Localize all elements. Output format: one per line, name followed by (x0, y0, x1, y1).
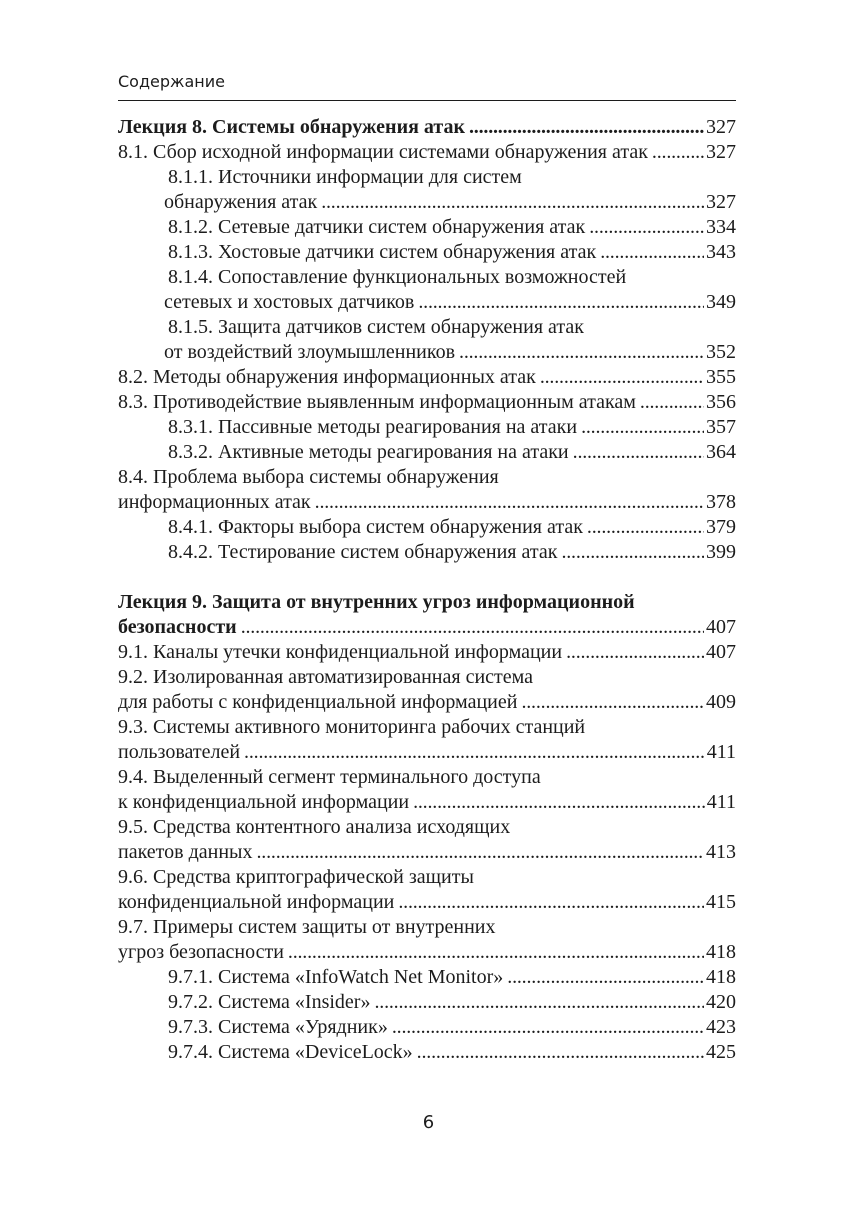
toc-section-9-6[interactable] (118, 865, 736, 915)
toc-entry-title: 8.3.2. Активные методы реагирования на атаки (168, 441, 569, 463)
toc-entry-title: 8.2. Методы обнаружения информационных атак (118, 366, 536, 388)
toc-entry-title-line1: 8.1.4. Сопоставление функциональных возможностей (168, 266, 627, 288)
dot-leader (257, 840, 705, 865)
toc-entry-title-line1: 9.5. Средства контентного анализа исходящих (118, 816, 511, 838)
toc-entry-page: 379 (706, 516, 736, 538)
toc-entry-title-line2: для работы с конфиденциальной информацией (118, 691, 518, 713)
toc-entry-title: 9.7.4. Система «DeviceLock» (168, 1041, 413, 1063)
running-header: Содержание (118, 72, 225, 91)
toc-subsection-8-1-2[interactable] (118, 215, 736, 240)
toc-entry-page: 355 (706, 366, 736, 388)
toc-entry-page: 409 (706, 691, 736, 713)
toc-section-8-4[interactable] (118, 465, 736, 515)
dot-leader (315, 490, 704, 515)
toc-entry-title: 8.1. Сбор исходной информации системами обнаружения атак (118, 141, 648, 163)
dot-leader (418, 290, 704, 315)
toc-entry-title: 8.1.2. Сетевые датчики систем обнаружения атак (168, 216, 586, 238)
toc-entry-title-line1: 9.3. Системы активного мониторинга рабочих станций (118, 716, 586, 738)
toc-entry-title-line1: 9.7. Примеры систем защиты от внутренних (118, 916, 496, 938)
toc-entry-title-line2: угроз безопасности (118, 941, 284, 963)
toc-subsection-8-1-4[interactable] (118, 265, 736, 315)
toc-entry-page: 352 (706, 341, 736, 363)
toc-subsection-8-3-1[interactable] (118, 415, 736, 440)
toc-entry-page: 411 (706, 791, 736, 813)
table-of-contents (118, 115, 736, 1065)
dot-leader (398, 890, 704, 915)
toc-entry-title: 8.4.2. Тестирование систем обнаружения атак (168, 541, 558, 563)
dot-leader (561, 540, 704, 565)
toc-entry-title-line1: 8.1.1. Источники информации для систем (168, 166, 522, 188)
toc-entry-page: 418 (706, 966, 736, 988)
toc-entry-page: 411 (706, 741, 736, 763)
toc-entry-page: 399 (706, 541, 736, 563)
toc-section-8-1[interactable] (118, 140, 736, 165)
toc-entry-page: 407 (706, 616, 736, 638)
dot-leader (581, 415, 704, 440)
dot-leader (640, 390, 704, 415)
toc-section-8-2[interactable] (118, 365, 736, 390)
toc-entry-title: 9.1. Каналы утечки конфиденциальной информации (118, 641, 563, 663)
dot-leader (417, 1040, 704, 1065)
dot-leader (244, 740, 705, 765)
toc-entry-title: 9.7.3. Система «Урядник» (168, 1016, 388, 1038)
toc-entry-title: 8.3.1. Пассивные методы реагирования на атаки (168, 416, 578, 438)
dot-leader (374, 990, 704, 1015)
dot-leader (540, 365, 704, 390)
toc-entry-title: 8.1.3. Хостовые датчики систем обнаружения атак (168, 241, 597, 263)
toc-entry-page: 423 (706, 1016, 736, 1038)
toc-entry-title: 9.7.2. Система «Insider» (168, 991, 371, 1013)
toc-subsection-9-7-4[interactable] (118, 1040, 736, 1065)
toc-section-9-5[interactable] (118, 815, 736, 865)
dot-leader (573, 440, 704, 465)
toc-entry-page: 357 (706, 416, 736, 438)
toc-subsection-9-7-2[interactable] (118, 990, 736, 1015)
toc-entry-page: 349 (706, 291, 736, 313)
header-rule (118, 100, 736, 101)
toc-entry-page: 334 (706, 216, 736, 238)
toc-lecture-8[interactable] (118, 115, 736, 140)
toc-entry-title-line1: 9.6. Средства криптографической защиты (118, 866, 474, 888)
toc-subsection-8-1-3[interactable] (118, 240, 736, 265)
dot-leader (321, 190, 704, 215)
toc-section-8-3[interactable] (118, 390, 736, 415)
toc-entry-page: 364 (706, 441, 736, 463)
dot-leader (288, 940, 704, 965)
page-number: 6 (422, 1112, 435, 1133)
toc-section-9-3[interactable] (118, 715, 736, 765)
toc-entry-page: 413 (706, 841, 736, 863)
toc-subsection-8-4-1[interactable] (118, 515, 736, 540)
toc-subsection-8-1-1[interactable] (118, 165, 736, 215)
toc-entry-page: 407 (706, 641, 736, 663)
toc-entry-title-line2: сетевых и хостовых датчиков (164, 291, 415, 313)
toc-entry-title: 8.3. Противодействие выявленным информационным атакам (118, 391, 636, 413)
dot-leader (507, 965, 704, 990)
dot-leader (413, 790, 705, 815)
toc-entry-page: 420 (706, 991, 736, 1013)
toc-entry-title-line2: обнаружения атак (164, 191, 318, 213)
toc-entry-title-line1: 8.1.5. Защита датчиков систем обнаружения атак (168, 316, 584, 338)
toc-entry-page: 327 (706, 191, 736, 213)
dot-leader (587, 515, 704, 540)
toc-entry-title-line2: безопасности (118, 616, 237, 638)
dot-leader (566, 640, 704, 665)
toc-section-9-1[interactable] (118, 640, 736, 665)
dot-leader (459, 340, 704, 365)
dot-leader (589, 215, 704, 240)
toc-subsection-8-1-5[interactable] (118, 315, 736, 365)
dot-leader (392, 1015, 704, 1040)
toc-entry-title-line2: пользователей (118, 741, 241, 763)
toc-entry-page: 378 (706, 491, 736, 513)
toc-entry-title-line1: 9.4. Выделенный сегмент терминального доступа (118, 766, 541, 788)
toc-entry-page: 327 (706, 141, 736, 163)
toc-entry-page: 415 (706, 891, 736, 913)
toc-entry-title-line1: 9.2. Изолированная автоматизированная система (118, 666, 534, 688)
toc-section-9-4[interactable] (118, 765, 736, 815)
toc-entry-title-line1: Лекция 9. Защита от внутренних угроз информационной (118, 591, 635, 613)
toc-lecture-9[interactable] (118, 590, 736, 640)
toc-subsection-9-7-3[interactable] (118, 1015, 736, 1040)
toc-entry-page: 343 (706, 241, 736, 263)
toc-entry-page: 418 (706, 941, 736, 963)
dot-leader (241, 615, 704, 640)
toc-entry-title-line1: 8.4. Проблема выбора системы обнаружения (118, 466, 499, 488)
toc-entry-title: Лекция 8. Системы обнаружения атак (118, 116, 465, 138)
dot-leader (652, 140, 704, 165)
toc-entry-title: 8.4.1. Факторы выбора систем обнаружения атак (168, 516, 583, 538)
toc-entry-title-line2: конфиденциальной информации (118, 891, 395, 913)
toc-entry-title-line2: к конфиденциальной информации (118, 791, 410, 813)
toc-entry-title: 9.7.1. Система «InfoWatch Net Monitor» (168, 966, 504, 988)
toc-entry-page: 356 (706, 391, 736, 413)
toc-entry-title-line2: информационных атак (118, 491, 311, 513)
toc-section-9-2[interactable] (118, 665, 736, 715)
toc-subsection-8-3-2[interactable] (118, 440, 736, 465)
dot-leader (600, 240, 704, 265)
toc-subsection-9-7-1[interactable] (118, 965, 736, 990)
toc-section-9-7[interactable] (118, 915, 736, 965)
toc-entry-page: 425 (706, 1041, 736, 1063)
toc-subsection-8-4-2[interactable] (118, 540, 736, 565)
toc-entry-page: 327 (706, 116, 736, 138)
dot-leader (469, 115, 704, 140)
toc-entry-title-line2: пакетов данных (118, 841, 253, 863)
section-gap (118, 565, 736, 590)
toc-entry-title-line2: от воздействий злоумышленников (164, 341, 456, 363)
dot-leader (521, 690, 704, 715)
